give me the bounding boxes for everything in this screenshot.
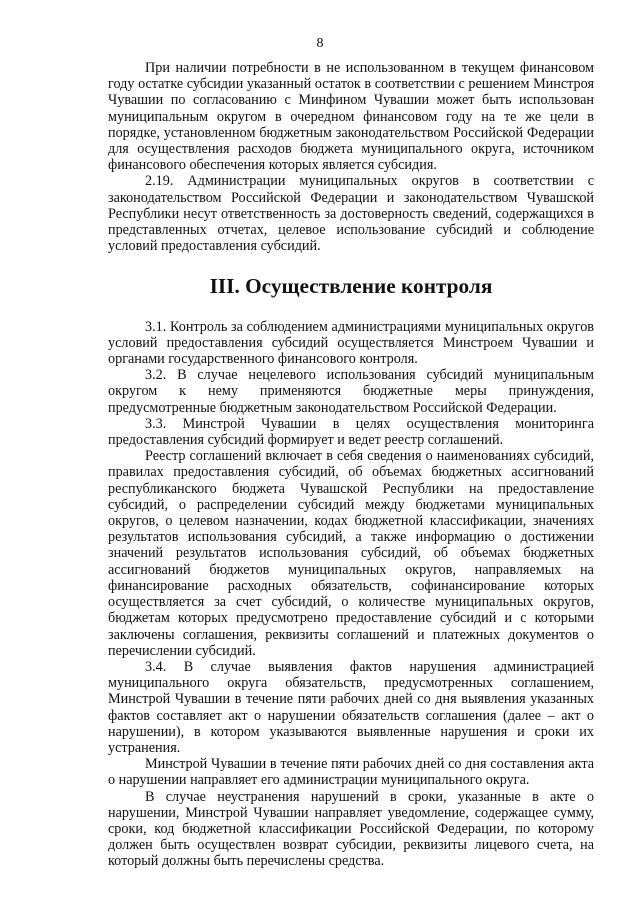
- paragraph-3-2-misuse: 3.2. В случае нецелевого использования субсидий муниципальным округом к нему применяются бюджетные меры принуждения, предусмотренные бюджетным законодательством Российской Федерации.: [108, 367, 594, 416]
- paragraph-3-1-control: 3.1. Контроль за соблюдением администрациями муниципальных округов условий предоставления субсидий осуществляется Минстроем Чувашии и органами государственного финансового контроля.: [108, 318, 594, 368]
- paragraph-act-delivery: Минстрой Чувашии в течение пяти рабочих дней со дня составления акта о нарушении направляет его администрации муниципального округа.: [108, 756, 594, 789]
- paragraph-unused-subsidy-balance: При наличии потребности в не использованном в текущем финансовом году остатке субсидии указанный остаток в соответствии с решением Минстроя Чувашии по согласованию с Минфином Чувашии может быть использован муниципальным округом в очередном финансовом году на те же цели в порядке, установленном бюджетным законодательством Российской Федерации для осуществления расходов бюджета муниципального округа, источником финансового обеспечения которых является субсидия.: [108, 60, 594, 174]
- section-heading-control: III. Осуществление контроля: [209, 274, 493, 299]
- page-number: 8: [316, 36, 324, 51]
- paragraph-3-3-monitoring: 3.3. Минстрой Чувашии в целях осуществления мониторинга предоставления субсидий формирует и ведет реестр соглашений.: [108, 415, 594, 449]
- document-body: [108, 60, 594, 870]
- paragraph-notification: В случае неустранения нарушений в сроки, указанные в акте о нарушении, Минстрой Чувашии направляет уведомление, содержащее сумму, сроки, код бюджетной классификации Российской Федерации, по которому должен быть осуществлен возврат субсидии, реквизиты лицевого счета, на который должны быть перечислены средства.: [108, 788, 594, 870]
- paragraph-3-4-violations: 3.4. В случае выявления фактов нарушения администрацией муниципального округа обязательств, предусмотренных соглашением, Минстрой Чувашии в течение пяти рабочих дней со дня выявления указанных фактов составляет акт о нарушении обязательств соглашения (далее – акт о нарушении), в котором указываются выявленные нарушения и сроки их устранения.: [108, 658, 594, 756]
- paragraph-registry-contents: Реестр соглашений включает в себя сведения о наименованиях субсидий, правилах предоставления субсидий, об объемах бюджетных ассигнований республиканского бюджета Чувашской Республики на предоставление субсидий, о распределении субсидий между бюджетами муниципальных округов, о целевом назначении, кодах бюджетной классификации, значениях результатов использования субсидий, а также информацию о достижении значений результатов использования субсидий, об объемах бюджетных ассигнований бюджетов муниципальных округов, направляемых на финансирование расходных обязательств, софинансирование которых осуществляется за счет субсидий, о количестве муниципальных округов, бюджетам которых предусмотрено предоставление субсидий и с которыми заключены соглашения, реквизиты соглашений и платежных документов о перечислении субсидий.: [108, 448, 594, 659]
- paragraph-2-19-responsibility: 2.19. Администрации муниципальных округов в соответствии с законодательством Российской Федерации и законодательством Чувашской Республики несут ответственность за достоверность сведений, содержащихся в представленных отчетах, целевое использование субсидий и соблюдение условий предоставления субсидий.: [108, 173, 594, 255]
